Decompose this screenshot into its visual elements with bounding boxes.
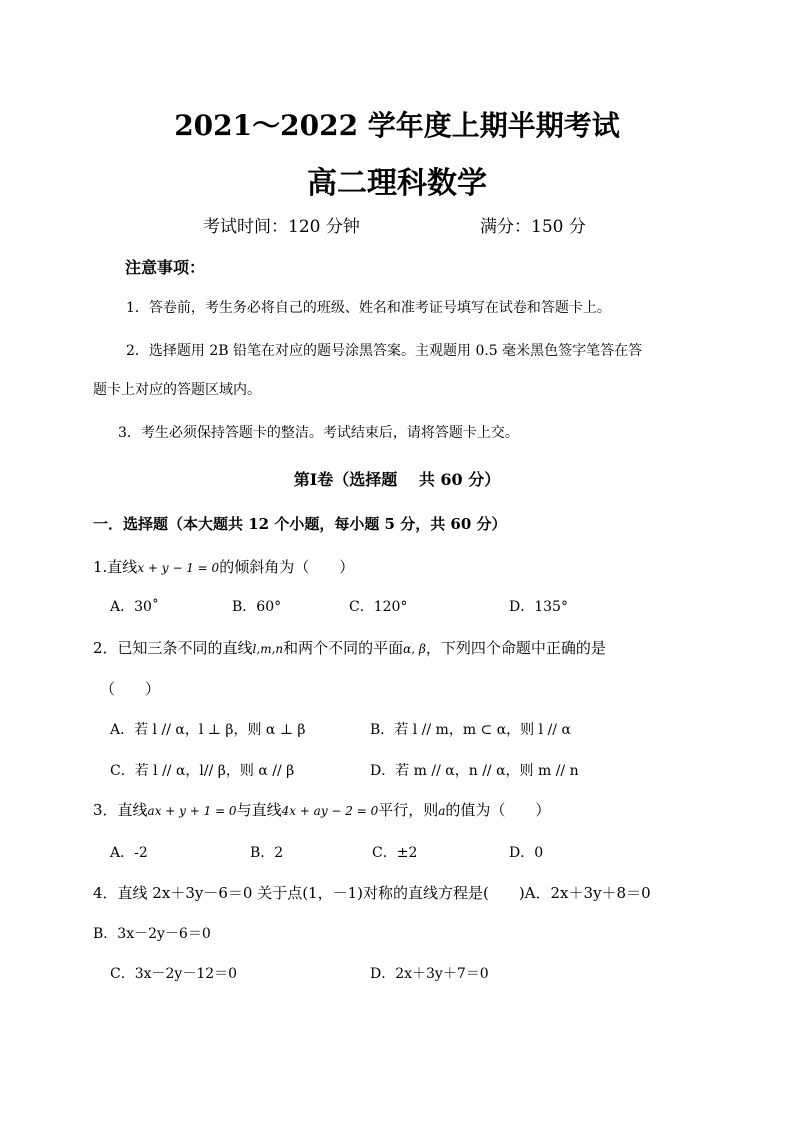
notes-heading: 注意事项：	[125, 258, 206, 277]
question-2-answer-paren: （ ）	[100, 680, 161, 698]
note-item: 2．选择题用 2B 铅笔在对应的题号涂黑答案。主观题用 0.5 毫米黑色签字笔答在答	[126, 343, 643, 359]
exam-title: 2021～2022 学年度上期半期考试	[174, 109, 620, 142]
question-4: 4．直线 2x＋3y－6＝0 关于点(1，－1)对称的直线方程是( )A．2x＋3y＋8＝0	[93, 884, 651, 902]
question-4-option-d: D．2x＋3y＋7＝0	[370, 966, 489, 982]
question-3-equation-1: ax + y + 1 = 0	[147, 804, 237, 818]
question-1-option-c: C．120°	[349, 599, 408, 615]
question-3-equation-2: 4x + ay − 2 = 0	[281, 804, 379, 818]
question-3-prefix: 3．直线	[93, 801, 148, 819]
exam-time: 考试时间：120 分钟	[203, 217, 360, 237]
exam-total-score: 满分：150 分	[480, 217, 586, 237]
note-item-continued: 题卡上对应的答题区域内。	[93, 382, 261, 398]
question-2-suffix: ，下列四个命题中正确的是	[425, 639, 606, 657]
part-title: 一．选择题（本大题共 12 个小题，每小题 5 分，共 60 分）	[93, 515, 507, 533]
question-3-suffix-1: 平行，则	[378, 801, 439, 819]
question-2-option-d: D．若 m // α，n // α，则 m // n	[370, 763, 579, 779]
question-3-mid: 与直线	[236, 801, 282, 819]
question-1-suffix: 的倾斜角为（ ）	[219, 558, 355, 576]
question-3-suffix-2: 的值为（ ）	[445, 801, 551, 819]
question-2-option-c: C．若 l // α，l// β，则 α // β	[110, 763, 295, 779]
question-2-prefix: 2．已知三条不同的直线	[93, 639, 253, 657]
question-1	[93, 556, 354, 577]
question-2-mid: 和两个不同的平面	[283, 639, 404, 657]
question-4-option-b: B．3x－2y－6＝0	[93, 926, 211, 942]
note-item: 3．考生必须保持答题卡的整洁。考试结束后，请将答题卡上交。	[118, 425, 519, 441]
question-3-option-d: D．0	[509, 845, 544, 861]
question-2-option-b: B．若 l // m，m ⊂ α，则 l // α	[370, 722, 571, 738]
question-3	[93, 799, 550, 820]
question-3-option-c: C．±2	[372, 845, 418, 861]
question-2-lines: l,m,n	[252, 642, 284, 656]
question-2-option-a: A．若 l // α，l ⊥ β，则 α ⊥ β	[110, 722, 306, 738]
question-4-option-c: C．3x－2y－12＝0	[110, 966, 238, 982]
question-2-planes: α, β	[403, 642, 426, 656]
exam-subject: 高二理科数学	[307, 166, 487, 201]
question-1-option-b: B．60°	[232, 599, 282, 615]
section-title: 第Ⅰ卷（选择题 共 60 分）	[293, 470, 501, 489]
question-1-option-a: A．30˚	[110, 599, 159, 615]
note-item: 1．答卷前，考生务必将自己的班级、姓名和准考证号填写在试卷和答题卡上。	[126, 300, 611, 316]
question-1-equation: x + y − 1 = 0	[137, 561, 220, 575]
question-1-option-d: D．135°	[509, 599, 568, 615]
question-3-option-a: A．-2	[110, 845, 148, 861]
question-1-prefix: 1.直线	[93, 558, 138, 576]
question-3-variable: a	[438, 804, 446, 818]
question-3-option-b: B．2	[250, 845, 284, 861]
question-2	[93, 637, 606, 658]
